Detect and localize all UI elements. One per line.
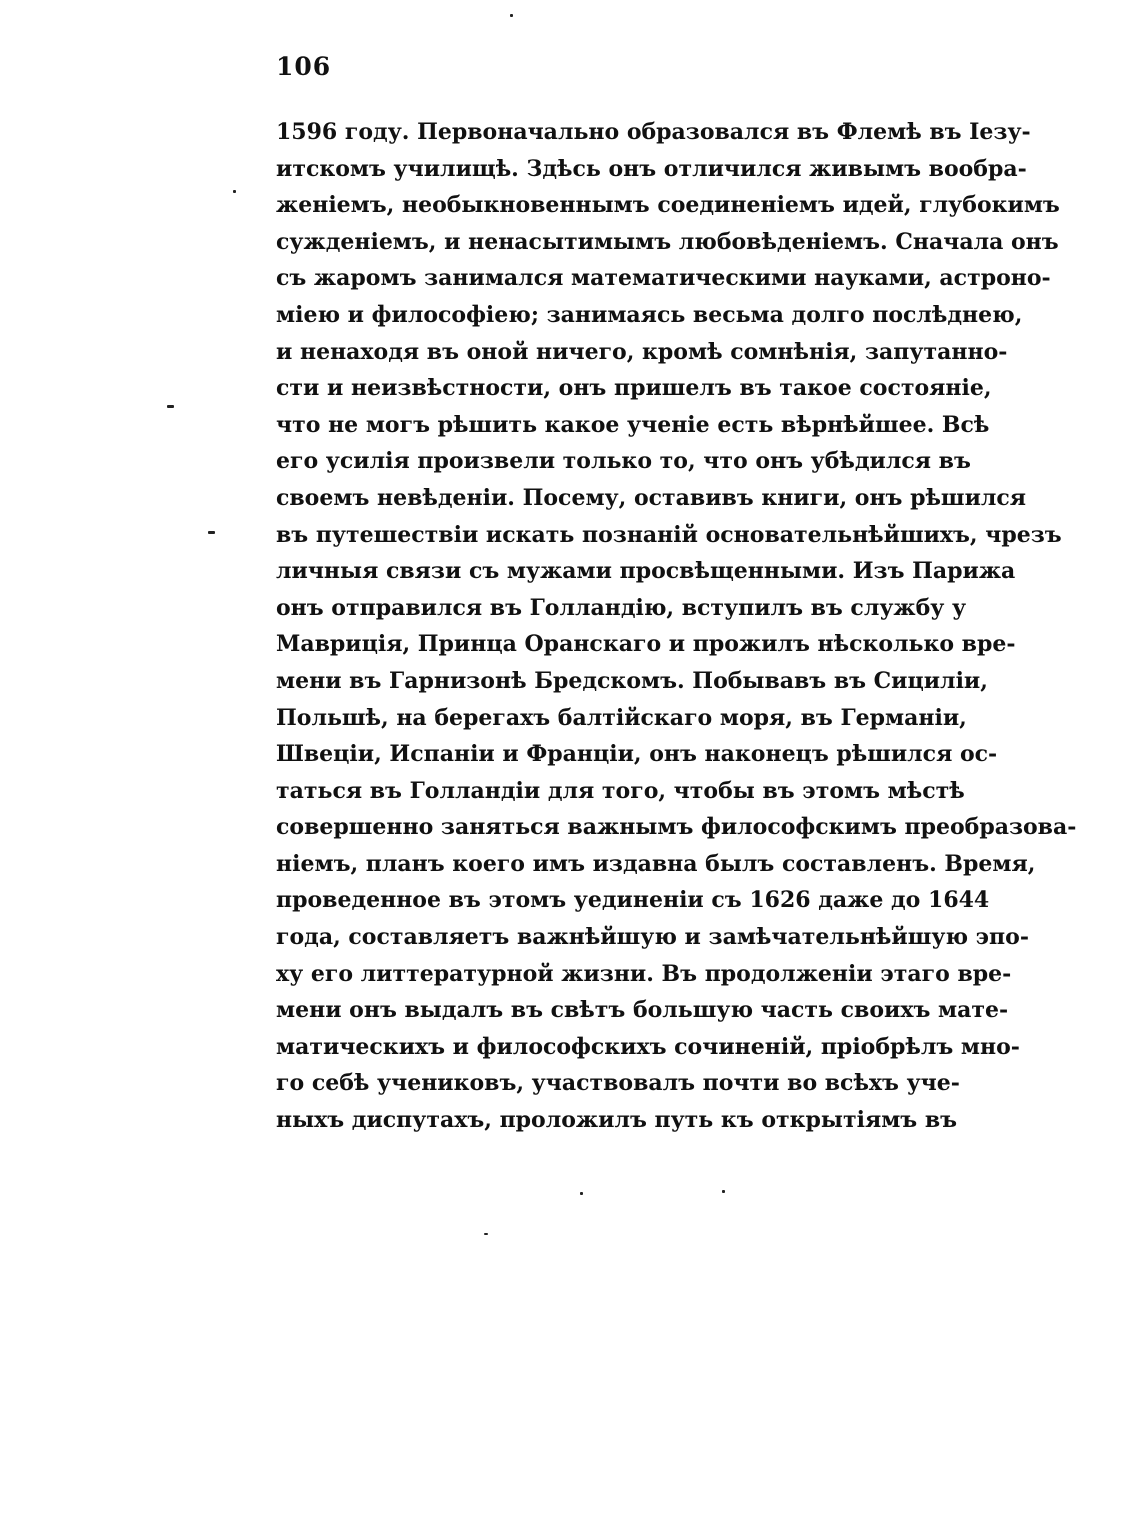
text-line: мiею и философiею; занимаясь весьма долго послѣднею,	[276, 301, 1023, 328]
text-line: го себѣ учениковъ, участвовалъ почти во всѣхъ уче-	[276, 1070, 960, 1097]
text-line: 1596 году. Первоначально образовался въ Флемѣ въ Iезу-	[276, 119, 1031, 145]
text-line: въ путешествiи искать познанiй основательнѣйшихъ, чрезъ	[276, 521, 1062, 548]
text-line: нiемъ, планъ коего имъ издавна былъ составленъ. Время,	[276, 850, 1036, 877]
text-line: женiемъ, необыкновеннымъ соединенiемъ идей, глубокимъ	[276, 192, 1060, 219]
text-line: что не могъ рѣшить какое ученiе есть вѣрнѣйшее. Всѣ	[276, 411, 990, 438]
text-line: онъ отправился въ Голландiю, вступилъ въ службу у	[276, 594, 967, 621]
text-line: Маврицiя, Принца Оранскаго и прожилъ нѣсколько вре-	[276, 631, 1016, 658]
scan-speck	[167, 405, 174, 408]
text-line: его усилiя произвели только то, что онъ убѣдился въ	[276, 448, 971, 475]
text-line: личныя связи съ мужами просвѣщенными. Изъ Парижа	[276, 558, 1016, 585]
text-line: мени онъ выдалъ въ свѣтъ большую часть своихъ мате-	[276, 997, 1009, 1024]
scan-speck	[722, 1190, 725, 1193]
text-line: проведенное въ этомъ уединенiи съ 1626 даже до 1644	[276, 887, 990, 914]
text-line: сужденiемъ, и ненасытимымъ любовѣденiемъ. Сначала онъ	[276, 228, 1059, 255]
scan-speck	[233, 190, 236, 193]
text-line: своемъ невѣденiи. Посему, оставивъ книги, онъ рѣшился	[276, 484, 1027, 511]
text-line: матическихъ и философскихъ сочиненiй, прiобрѣлъ мно-	[276, 1033, 1020, 1060]
text-line: ху его литтературной жизни. Въ продолженiи этаго вре-	[276, 960, 1012, 987]
text-line: ныхъ диспутахъ, проложилъ путь къ открытiямъ въ	[276, 1107, 958, 1134]
body-text	[276, 114, 1077, 1139]
text-line: и ненаходя въ оной ничего, кромѣ сомнѣнiя, запутанно-	[276, 338, 1008, 365]
text-line: итскомъ училищѣ. Здѣсь онъ отличился живымъ вообра-	[276, 155, 1027, 182]
text-line: таться въ Голландiи для того, чтобы въ этомъ мѣстѣ	[276, 777, 965, 804]
text-line: сти и неизвѣстности, онъ пришелъ въ такое состоянiе,	[276, 375, 992, 402]
scan-speck	[580, 1192, 583, 1195]
text-line: года, составляетъ важнѣйшую и замѣчательнѣйшую эпо-	[276, 924, 1029, 951]
text-line: мени въ Гарнизонѣ Бредскомъ. Побывавъ въ Сицилiи,	[276, 667, 988, 694]
scan-speck	[208, 531, 215, 534]
text-line: Швецiи, Испанiи и Францiи, онъ наконецъ рѣшился ос-	[276, 741, 998, 768]
scan-speck	[510, 14, 513, 17]
text-line: съ жаромъ занимался математическими науками, астроно-	[276, 265, 1051, 292]
page-number: 106	[276, 52, 332, 81]
scan-speck	[484, 1233, 488, 1235]
text-line: совершенно заняться важнымъ философскимъ преобразова-	[276, 814, 1077, 841]
text-line: Польшѣ, на берегахъ балтiйскаго моря, въ Германiи,	[276, 704, 967, 731]
